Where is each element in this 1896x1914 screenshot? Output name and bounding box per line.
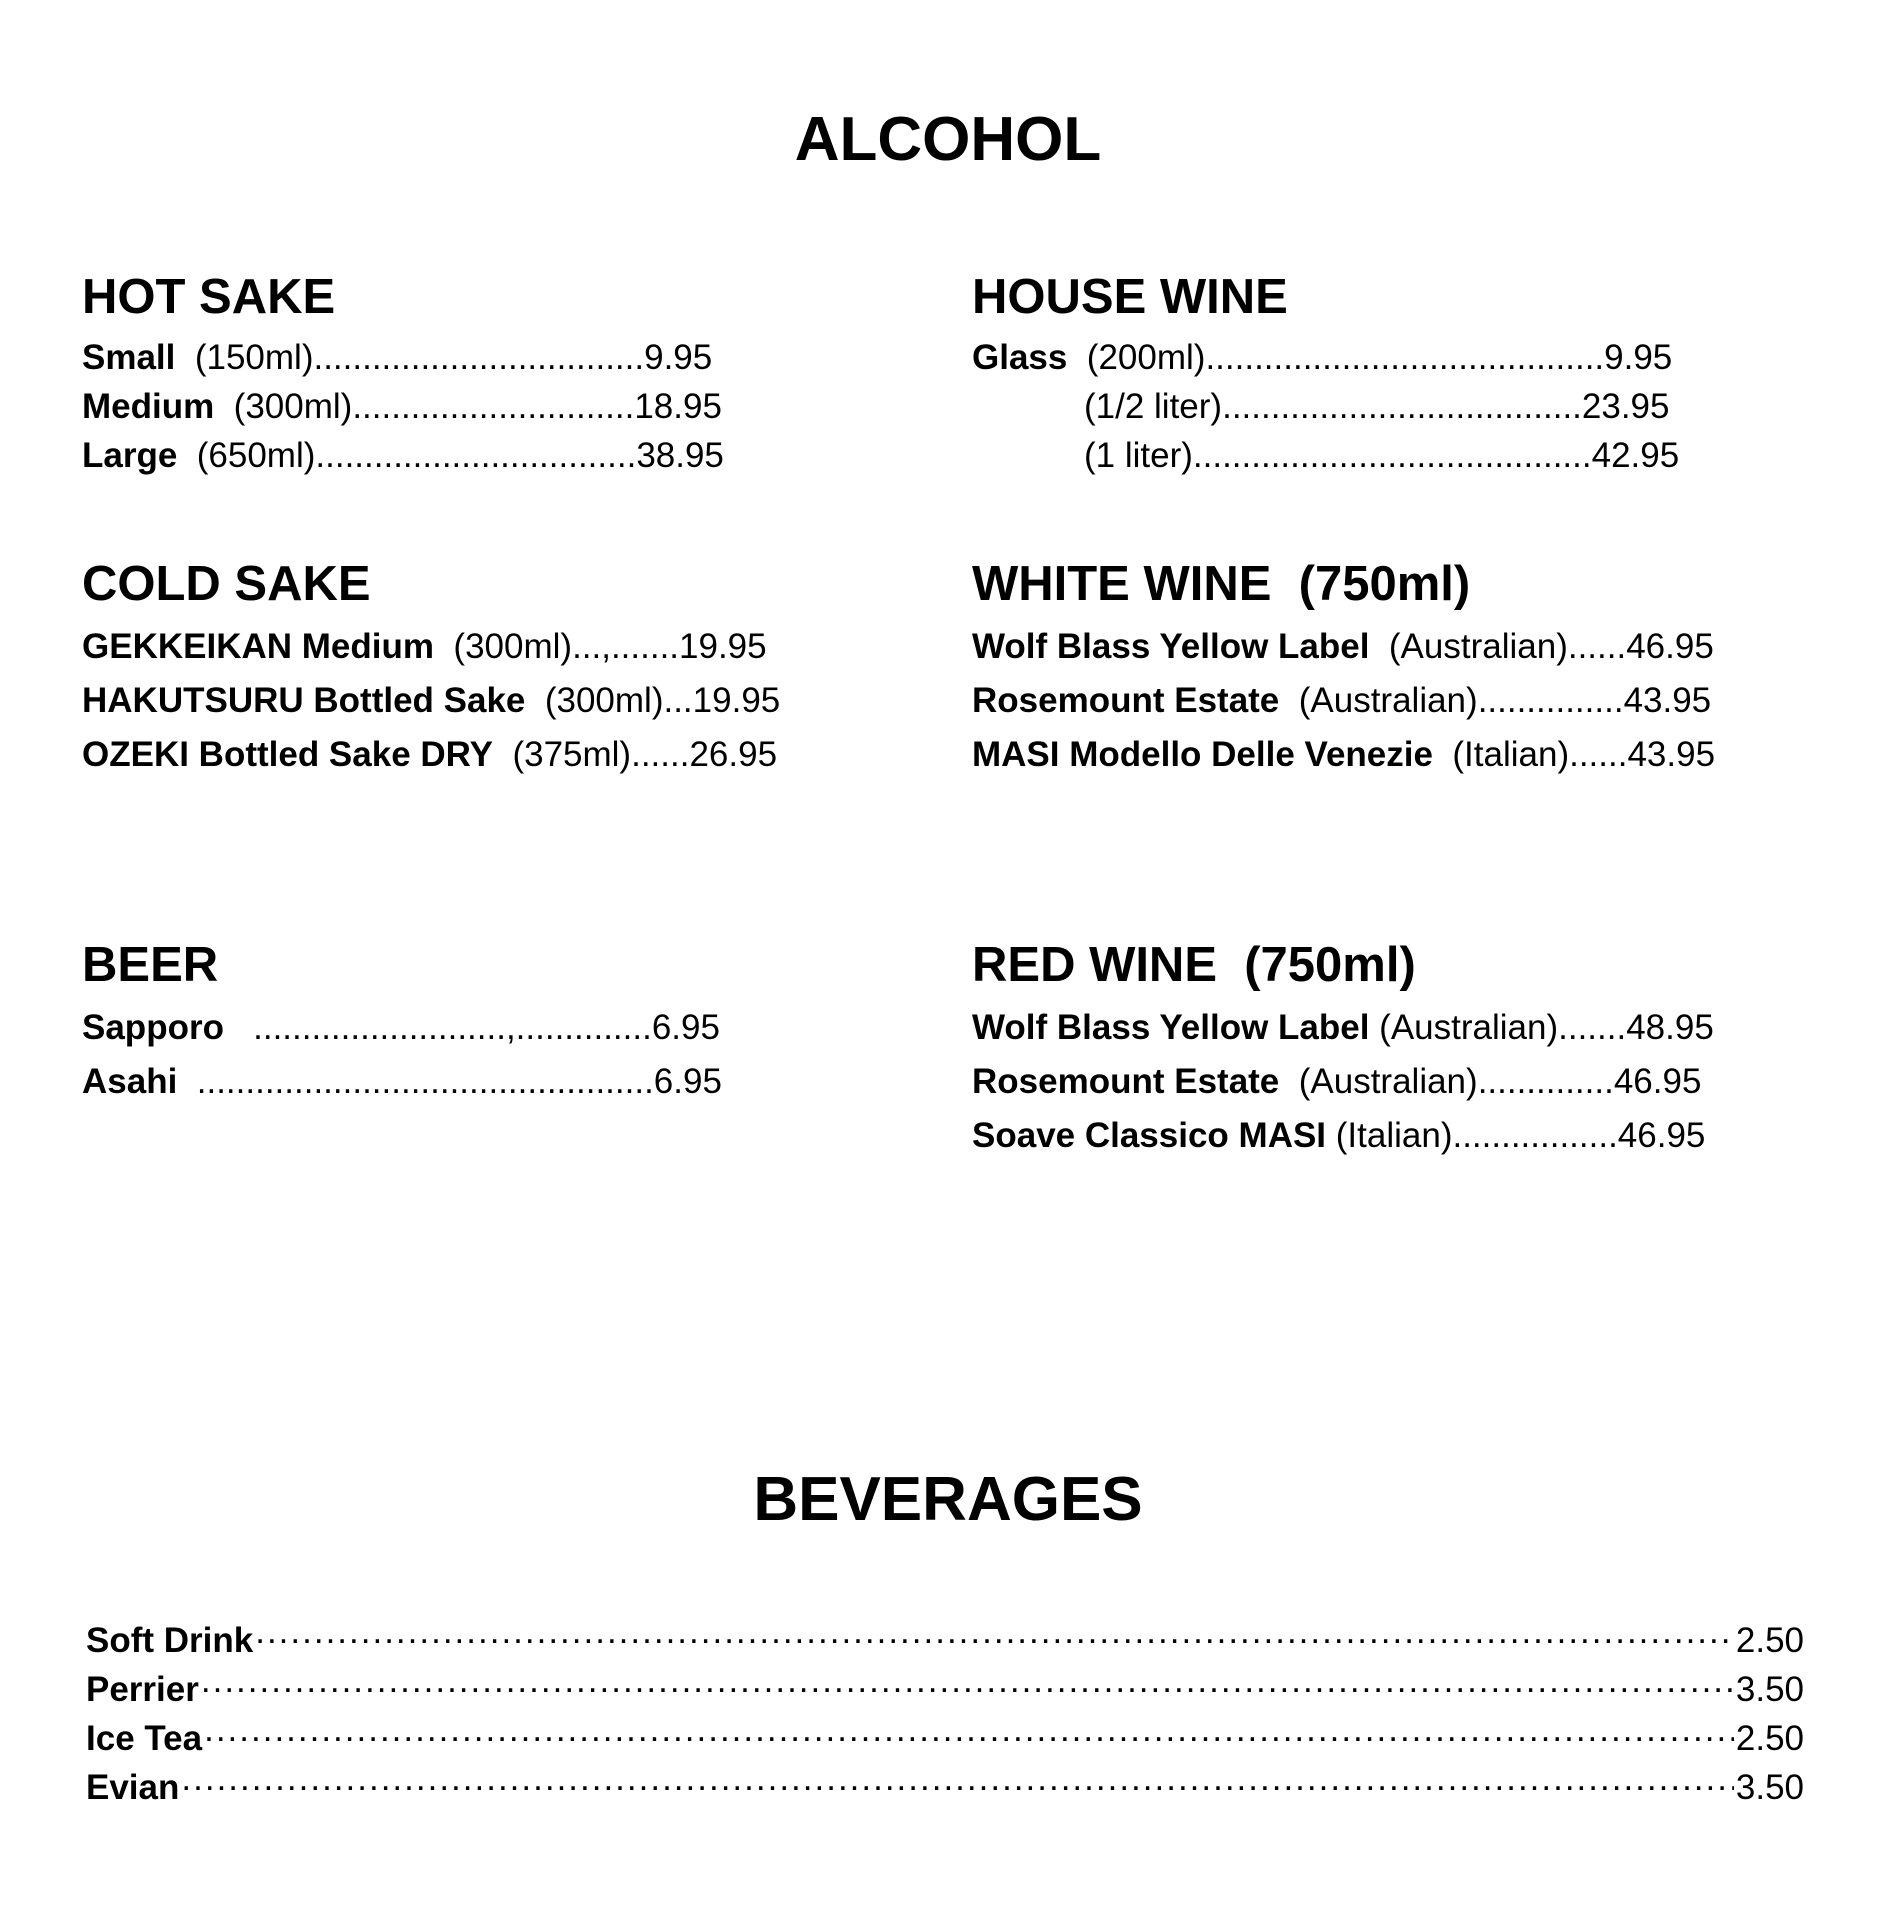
item-name: Rosemount Estate [972,681,1280,720]
item-price: 23.95 [1581,387,1670,426]
menu-item [82,620,842,674]
item-name: Small [82,338,176,377]
item-price: 46.95 [1617,1116,1706,1155]
item-price: 6.95 [651,1008,720,1047]
white-wine-section [972,556,1732,782]
house-wine-section [972,269,1732,480]
menu-item [972,1109,1732,1163]
item-price: 43.95 [1627,735,1716,774]
item-detail: (Australian) [1279,1062,1478,1101]
menu-item [972,620,1732,674]
menu-item [86,1665,1804,1714]
item-name: MASI Modello Delle Venezie [972,735,1433,774]
menu-item [972,1001,1732,1055]
item-price: 18.95 [634,387,722,426]
menu-item [82,674,842,728]
dot-leader: ...,....... [572,627,680,666]
dot-leader [204,1715,1734,1750]
dot-leader: ... [663,681,693,720]
item-detail: (150ml) [175,338,314,377]
item-detail: (200ml) [1067,338,1206,377]
dot-leader: ......................................... [1205,338,1605,377]
item-name: Large [82,436,178,475]
menu-item [972,382,1732,431]
menu-item [86,1763,1804,1812]
item-name: HAKUTSURU Bottled Sake [82,681,526,720]
beverages-list [86,1616,1804,1812]
item-price: 48.95 [1626,1008,1714,1047]
item-name: Sapporo [82,1008,224,1047]
item-price: 38.95 [636,436,724,475]
item-name: Asahi [82,1062,178,1101]
menu-item [86,1714,1804,1763]
menu-item [82,1055,842,1109]
cold-sake-section [82,556,842,782]
item-price: 3.50 [1735,1768,1804,1807]
item-detail: (Australian) [1369,1008,1559,1047]
menu-item [972,728,1732,782]
beer-section [82,937,842,1109]
item-detail: (300ml) [214,387,353,426]
dot-leader [255,1617,1734,1652]
item-detail: (Australian) [1369,627,1568,666]
item-price: 43.95 [1623,681,1712,720]
dot-leader: ...... [631,735,690,774]
dot-leader [181,1764,1733,1799]
item-price: 3.50 [1735,1670,1804,1709]
red-wine-section [972,937,1732,1163]
dot-leader: .............. [1477,1062,1614,1101]
item-name: Medium [82,387,215,426]
menu-item [972,333,1732,382]
dot-leader: ....... [1558,1008,1627,1047]
menu-item [86,1616,1804,1665]
item-price: 2.50 [1735,1621,1804,1660]
hot-sake-section [82,269,842,480]
item-price: 9.95 [644,338,713,377]
item-detail: (650ml) [177,436,316,475]
item-name: Soave Classico MASI [972,1116,1327,1155]
dot-leader: ................. [1452,1116,1618,1155]
menu-item [972,1055,1732,1109]
item-price: 2.50 [1735,1719,1804,1758]
dot-leader: ............... [1477,681,1624,720]
item-name: Perrier [86,1670,199,1709]
menu-item [82,431,842,480]
item-price: 46.95 [1613,1062,1702,1101]
item-name: Ice Tea [86,1719,203,1758]
item-name: Evian [86,1768,180,1807]
house-wine-title: HOUSE WINE [972,270,1288,324]
beer-title: BEER [82,938,219,992]
item-price: 6.95 [653,1062,722,1101]
item-price: 26.95 [689,735,778,774]
item-name: Rosemount Estate [972,1062,1280,1101]
menu-item [972,674,1732,728]
red-wine-title: RED WINE (750ml) [972,938,1416,992]
item-detail: (Italian) [1326,1116,1453,1155]
hot-sake-title: HOT SAKE [82,270,336,324]
item-price: 19.95 [679,627,767,666]
menu-item [82,333,842,382]
item-detail: (1 liter) [1084,436,1193,475]
dot-leader: .................................. [313,338,645,377]
item-detail: (Australian) [1279,681,1478,720]
item-detail: (375ml) [493,735,632,774]
item-detail: (1/2 liter) [1084,387,1223,426]
menu-item [972,431,1732,480]
item-name: Wolf Blass Yellow Label [972,627,1370,666]
dot-leader: ..........................,.............. [223,1008,652,1047]
dot-leader: ............................. [352,387,635,426]
dot-leader [201,1666,1734,1701]
item-name: GEKKEIKAN Medium [82,627,434,666]
beverages-title: BEVERAGES [753,1465,1143,1534]
item-detail: (300ml) [433,627,573,666]
menu-item [82,382,842,431]
item-price: 9.95 [1604,338,1673,377]
dot-leader: ......................................... [1192,436,1592,475]
item-name: OZEKI Bottled Sake DRY [82,735,493,774]
item-price: 19.95 [692,681,781,720]
item-detail: (Italian) [1432,735,1570,774]
dot-leader: ...... [1569,735,1628,774]
item-name: Soft Drink [86,1621,254,1660]
item-detail: (300ml) [525,681,664,720]
menu-item [82,1001,842,1055]
alcohol-title: ALCOHOL [794,105,1102,174]
item-price: 42.95 [1591,436,1680,475]
dot-leader: ...... [1567,627,1627,666]
dot-leader: ..................................... [1222,387,1582,426]
dot-leader: ................................. [315,436,637,475]
white-wine-title: WHITE WINE (750ml) [972,557,1471,611]
item-price: 46.95 [1626,627,1714,666]
item-name: Wolf Blass Yellow Label [972,1008,1370,1047]
cold-sake-title: COLD SAKE [82,557,371,611]
item-name: Glass [972,338,1068,377]
dot-leader: ............................................... [177,1062,654,1101]
menu-item [82,728,842,782]
